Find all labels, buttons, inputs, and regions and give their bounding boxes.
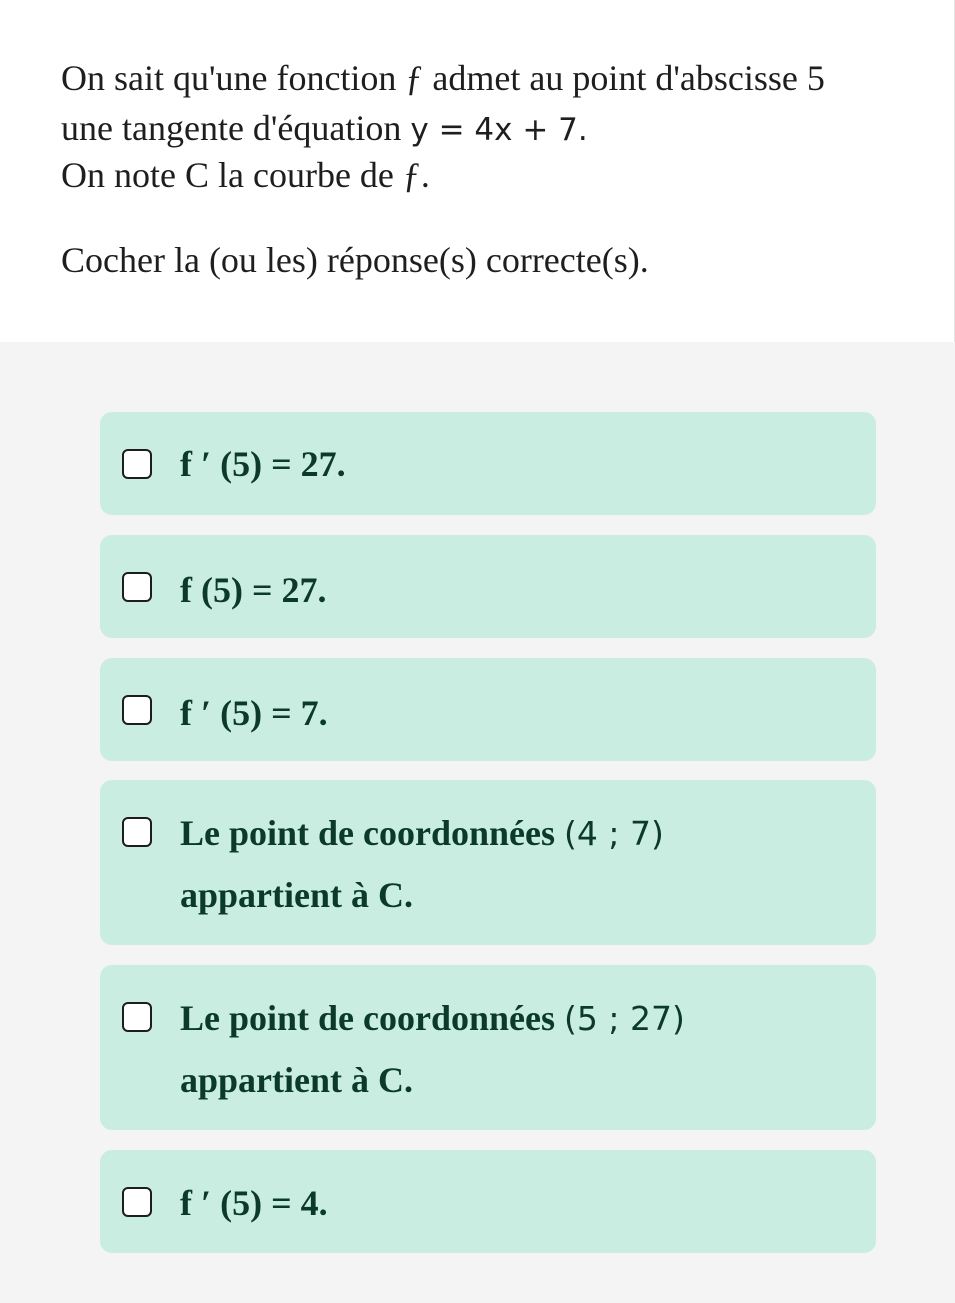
option-2-checkbox[interactable] — [122, 572, 152, 602]
question-line-3: On note C la courbe de ƒ. — [61, 155, 430, 195]
option-2[interactable] — [100, 535, 876, 638]
option-4-line-1 — [180, 813, 664, 854]
option-4[interactable] — [100, 780, 876, 945]
option-5-line-2: appartient à C. — [180, 1060, 413, 1100]
option-5-checkbox[interactable] — [122, 1002, 152, 1032]
option-3-label: f ′ (5) = 7. — [180, 693, 328, 733]
option-1[interactable] — [100, 412, 876, 515]
option-5[interactable] — [100, 965, 876, 1130]
question-line-2-text: une tangente d'équation — [61, 108, 411, 148]
option-5-coordinates: (5 ; 27) — [564, 999, 685, 1038]
option-1-checkbox[interactable] — [122, 449, 152, 479]
option-4-line-2: appartient à C. — [180, 875, 413, 915]
option-4-text: Le point de coordonnées — [180, 813, 565, 853]
option-5-line-1 — [180, 998, 685, 1039]
option-2-label: f (5) = 27. — [180, 570, 327, 610]
question-line-2 — [61, 108, 588, 150]
option-6-checkbox[interactable] — [122, 1187, 152, 1217]
option-6[interactable] — [100, 1150, 876, 1253]
option-5-text: Le point de coordonnées — [180, 998, 565, 1038]
option-1-label: f ′ (5) = 27. — [180, 444, 346, 484]
question-line-1: On sait qu'une fonction ƒ admet au point d'abscisse 5 — [61, 58, 825, 98]
question-panel — [0, 0, 955, 342]
option-4-coordinates: (4 ; 7) — [564, 814, 664, 853]
answer-options — [0, 342, 955, 1303]
option-4-checkbox[interactable] — [122, 817, 152, 847]
question-instruction: Cocher la (ou les) réponse(s) correcte(s). — [61, 240, 649, 280]
tangent-equation: y = 4x + 7. — [410, 112, 588, 148]
option-6-label: f ′ (5) = 4. — [180, 1183, 328, 1223]
option-3-checkbox[interactable] — [122, 695, 152, 725]
option-3[interactable] — [100, 658, 876, 761]
